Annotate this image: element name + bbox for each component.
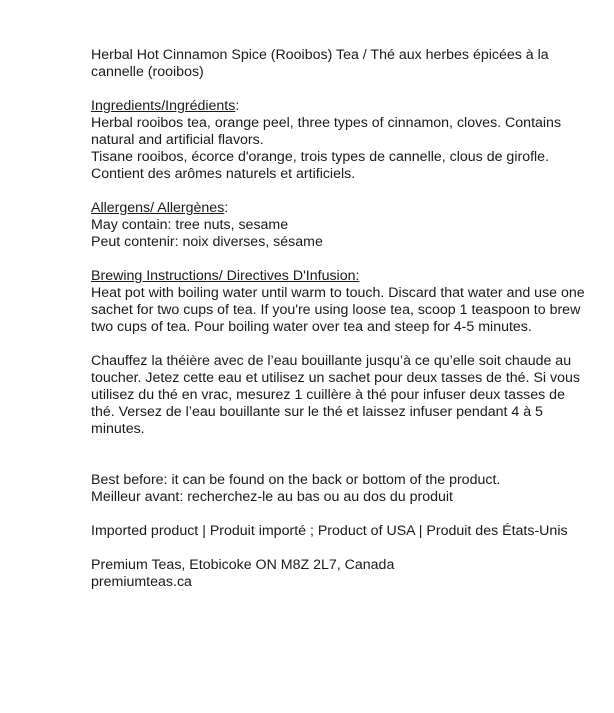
spacer — [91, 183, 591, 200]
allergens-heading-colon: : — [224, 200, 229, 216]
allergens-heading-line — [91, 200, 591, 217]
allergens-heading: Allergens/ Allergènes — [91, 200, 225, 216]
company-website: premiumteas.ca — [91, 574, 192, 590]
ingredients-heading: Ingredients/Ingrédients — [91, 98, 236, 114]
spacer — [91, 251, 591, 268]
ingredients-english: Herbal rooibos tea, orange peel, three types of cinnamon, cloves. Contains natural and artificial flavors. — [91, 115, 562, 148]
company-address: Premium Teas, Etobicoke ON M8Z 2L7, Canada — [91, 557, 395, 573]
document-page — [91, 47, 591, 591]
brewing-heading: Brewing Instructions/ Directives D'Infusion: — [91, 268, 360, 284]
spacer — [91, 438, 591, 472]
spacer — [91, 506, 591, 523]
ingredients-french: Tisane rooibos, écorce d'orange, trois types de cannelle, clous de girofle. Contient des arômes naturels et artificiels. — [91, 149, 550, 182]
spacer — [91, 336, 591, 353]
allergens-french: Peut contenir: noix diverses, sésame — [91, 234, 323, 250]
allergens-english: May contain: tree nuts, sesame — [91, 217, 289, 233]
best-before-english: Best before: it can be found on the back or bottom of the product. — [91, 472, 501, 488]
best-before-french: Meilleur avant: recherchez-le au bas ou au dos du produit — [91, 489, 453, 505]
brewing-french: Chauffez la théière avec de l’eau bouillante jusqu’à ce qu’elle soit chaude au toucher. Jetez cette eau et utilisez un sachet pour deux tasses de thé. Si vous utilisez du thé en vrac, mesurez 1 cuillère à thé pour infuser deux tasses de thé. Versez de l’eau bouillante sur le thé et laissez infuser pendant 4 à 5 minutes. — [91, 353, 580, 437]
spacer — [91, 81, 591, 98]
brewing-english: Heat pot with boiling water until warm to touch. Discard that water and use one sachet for two cups of tea. If you're using loose tea, scoop 1 teaspoon to brew two cups of tea. Pour boiling water over tea and steep for 4-5 minutes. — [91, 285, 585, 335]
origin-statement: Imported product | Produit importé ; Product of USA | Produit des États-Unis — [91, 523, 568, 539]
spacer — [91, 540, 591, 557]
ingredients-heading-colon: : — [235, 98, 240, 114]
ingredients-heading-line — [91, 98, 591, 115]
document-title: Herbal Hot Cinnamon Spice (Rooibos) Tea / Thé aux herbes épicées à la cannelle (rooibos) — [91, 47, 549, 80]
